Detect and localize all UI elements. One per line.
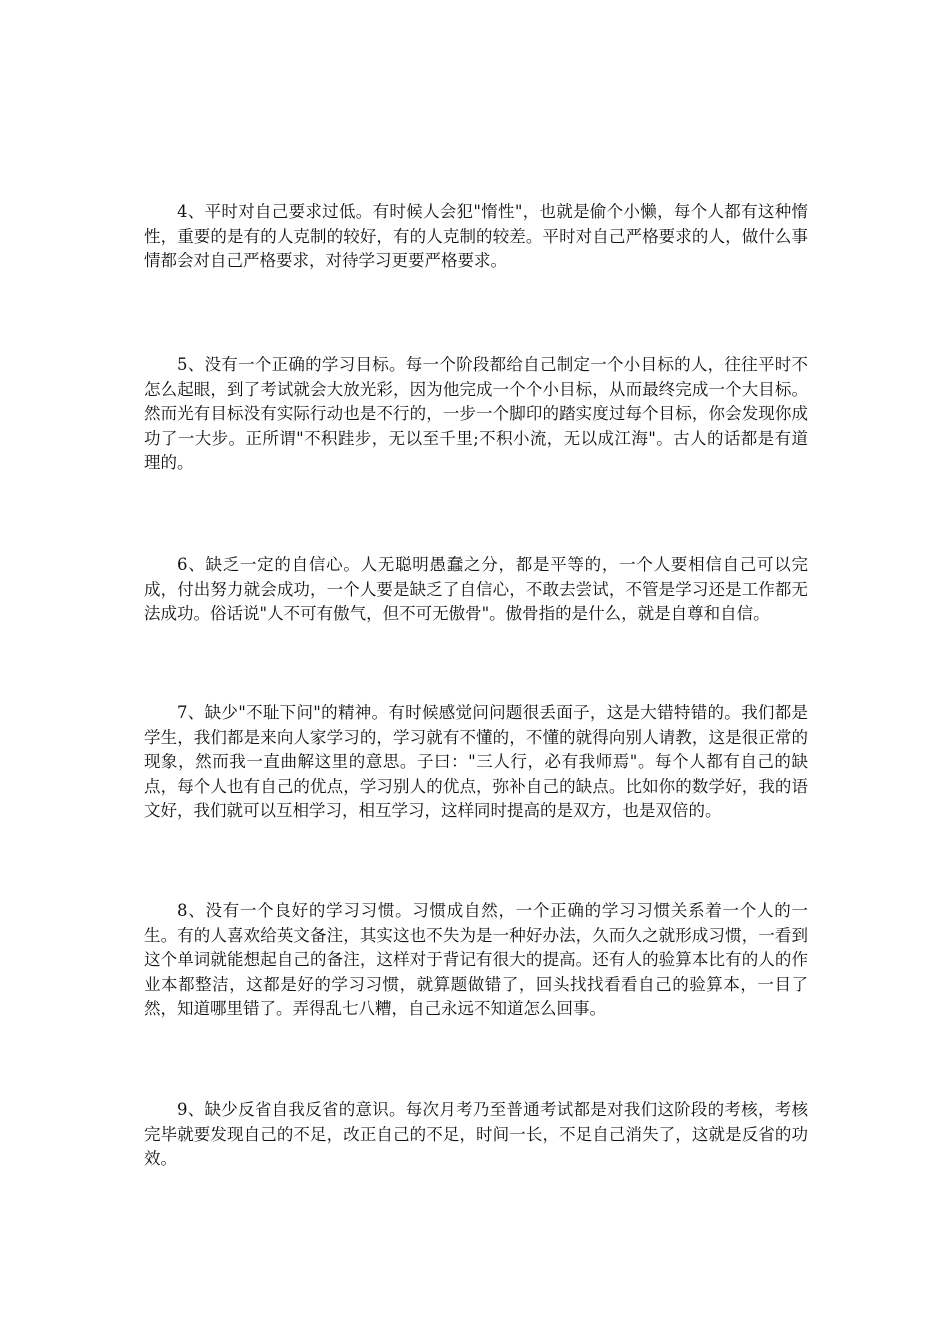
paragraph-8: 8、没有一个良好的学习习惯。习惯成自然，一个正确的学习习惯关系着一个人的一生。有的人喜欢给英文备注，其实这也不失为是一种好办法，久而久之就形成习惯，一看到这个单词就能想起自己的备注，这样对于背记有很大的提高。还有人的验算本比有的人的作业本都整洁，这都是好的学习习惯，就算题做错了，回头找找看看自己的验算本，一目了然，知道哪里错了。弄得乱七八糟，自己永远不知道怎么回事。 bbox=[144, 901, 808, 1018]
paragraph-4: 4、平时对自己要求过低。有时候人会犯"惰性"，也就是偷个小懒，每个人都有这种惰性，重要的是有的人克制的较好，有的人克制的较差。平时对自己严格要求的人，做什么事情都会对自己严格要求，对待学习更要严格要求。 bbox=[144, 202, 808, 270]
paragraph-7: 7、缺少"不耻下问"的精神。有时候感觉问问题很丢面子，这是大错特错的。我们都是学生，我们都是来向人家学习的，学习就有不懂的，不懂的就得向别人请教，这是很正常的现象，然而我一直曲解这里的意思。子曰："三人行，必有我师焉"。每个人都有自己的缺点，每个人也有自己的优点，学习别人的优点，弥补自己的缺点。比如你的数学好，我的语文好，我们就可以互相学习，相互学习，这样同时提高的是双方，也是双倍的。 bbox=[144, 703, 808, 820]
paragraph-9: 9、缺少反省自我反省的意识。每次月考乃至普通考试都是对我们这阶段的考核，考核完毕就要发现自己的不足，改正自己的不足，时间一长，不足自己消失了，这就是反省的功效。 bbox=[144, 1100, 808, 1168]
paragraph-6: 6、缺乏一定的自信心。人无聪明愚蠢之分，都是平等的，一个人要相信自己可以完成，付出努力就会成功，一个人要是缺乏了自信心，不敢去尝试，不管是学习还是工作都无法成功。俗话说"人不可有傲气，但不可无傲骨"。傲骨指的是什么，就是自尊和自信。 bbox=[144, 555, 808, 623]
paragraph-5: 5、没有一个正确的学习目标。每一个阶段都给自己制定一个小目标的人，往往平时不怎么起眼，到了考试就会大放光彩，因为他完成一个个小目标，从而最终完成一个大目标。然而光有目标没有实际行动也是不行的，一步一个脚印的踏实度过每个目标，你会发现你成功了一大步。正所谓"不积跬步，无以至千里;不积小流，无以成江海"。古人的话都是有道理的。 bbox=[144, 355, 808, 472]
